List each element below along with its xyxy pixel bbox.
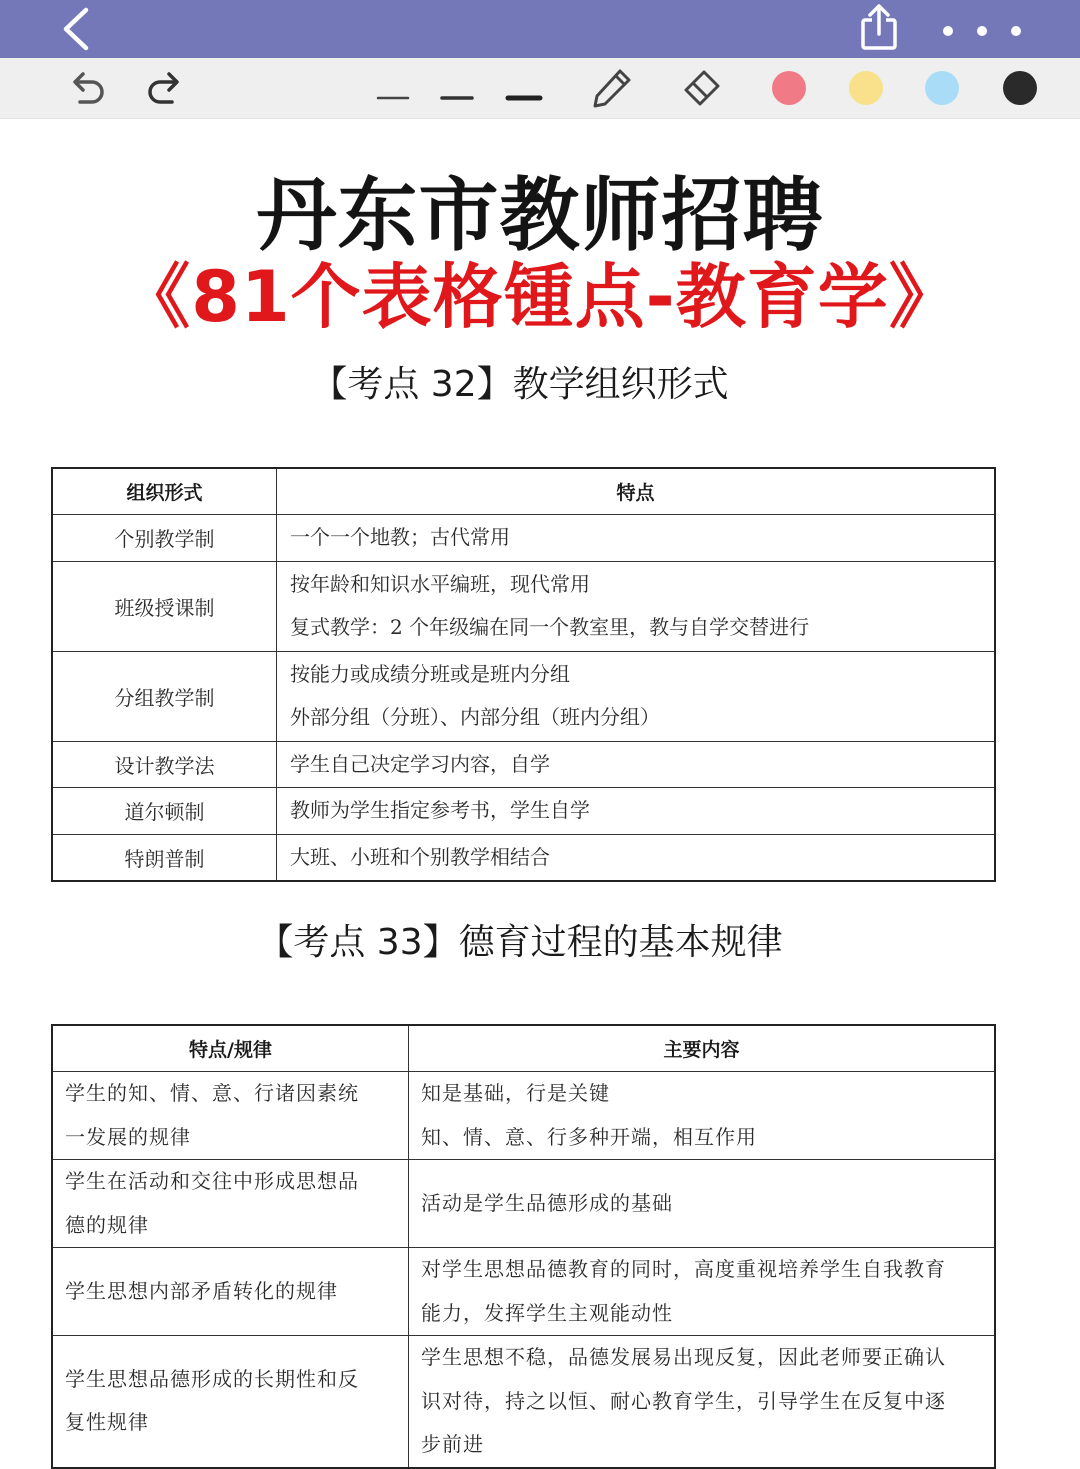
section-heading-33: 【考点 33】德育过程的基本规律 <box>257 922 783 963</box>
content-line: 能力，发挥学生主观能动性 <box>421 1300 673 1325</box>
org-form-cell: 特朗普制 <box>52 834 277 881</box>
thick-line-icon[interactable] <box>502 66 546 110</box>
rule-line: 学生在活动和交往中形成思想品 <box>65 1169 359 1193</box>
org-form-cell: 道尔顿制 <box>52 788 277 835</box>
table-header: 特点/规律 <box>52 1025 409 1072</box>
feature-cell <box>277 741 996 788</box>
table-header: 特点 <box>277 468 996 515</box>
feature-cell <box>277 834 996 881</box>
org-form-cell: 个别教学制 <box>52 515 277 562</box>
rule-cell <box>52 1336 409 1468</box>
table-row <box>52 788 995 835</box>
eraser-icon[interactable] <box>678 66 722 110</box>
table-row <box>52 1072 995 1160</box>
feature-line: 教师为学生指定参考书，学生自学 <box>290 798 590 822</box>
moral-education-table <box>51 1024 996 1469</box>
content-cell <box>409 1248 996 1336</box>
rule-cell <box>52 1072 409 1160</box>
rule-line: 学生思想品德形成的长期性和反 <box>65 1366 359 1391</box>
feature-line: 外部分组（分班）、内部分组（班内分组） <box>290 705 660 729</box>
feature-line: 按年龄和知识水平编班，现代常用 <box>290 571 590 596</box>
table-header: 组织形式 <box>52 468 277 515</box>
medium-line-icon[interactable] <box>436 66 480 110</box>
rule-line: 德的规律 <box>65 1212 149 1237</box>
table-row <box>52 834 995 881</box>
content-line: 步前进 <box>421 1432 484 1456</box>
annotation-toolbar <box>0 58 1080 119</box>
feature-line: 一个一个地教；古代常用 <box>290 525 510 549</box>
color-pink[interactable] <box>772 71 806 105</box>
table-row <box>52 651 995 741</box>
top-nav-bar <box>0 0 1080 58</box>
section-heading-32: 【考点 32】教学组织形式 <box>311 364 729 405</box>
content-line: 对学生思想品德教育的同时，高度重视培养学生自我教育 <box>421 1257 946 1281</box>
rule-cell <box>52 1160 409 1248</box>
content-line: 知、情、意、行多种开端，相互作用 <box>421 1124 757 1149</box>
thin-line-icon[interactable] <box>372 66 416 110</box>
content-line: 活动是学生品德形成的基础 <box>421 1190 673 1215</box>
rule-cell <box>52 1248 409 1336</box>
table-row <box>52 561 995 651</box>
content-line: 学生思想不稳，品德发展易出现反复，因此老师要正确认 <box>421 1345 946 1369</box>
doc-subtitle: 《81个表格锺点-教育学》 <box>120 256 960 338</box>
undo-icon[interactable] <box>66 66 110 110</box>
document-page <box>0 119 1080 1456</box>
content-cell <box>409 1336 996 1468</box>
table-row <box>52 515 995 562</box>
rule-line: 学生思想内部矛盾转化的规律 <box>65 1278 338 1303</box>
rule-line: 一发展的规律 <box>65 1124 191 1149</box>
share-icon[interactable] <box>856 2 902 54</box>
org-form-cell: 班级授课制 <box>52 561 277 651</box>
table-row <box>52 1160 995 1248</box>
teaching-organization-table <box>51 467 996 882</box>
feature-line: 学生自己决定学习内容，自学 <box>290 751 550 776</box>
color-yellow[interactable] <box>849 71 883 105</box>
doc-title: 丹东市教师招聘 <box>256 169 824 262</box>
more-icon[interactable] <box>930 14 1030 44</box>
table-header: 主要内容 <box>409 1025 996 1072</box>
org-form-cell: 设计教学法 <box>52 741 277 788</box>
feature-cell <box>277 561 996 651</box>
org-form-cell: 分组教学制 <box>52 651 277 741</box>
content-cell <box>409 1160 996 1248</box>
color-black[interactable] <box>1003 71 1037 105</box>
rule-line: 复性规律 <box>65 1410 149 1435</box>
back-arrow-icon[interactable] <box>56 6 96 52</box>
feature-cell <box>277 788 996 835</box>
rule-line: 学生的知、情、意、行诸因素统 <box>65 1081 359 1105</box>
table-row <box>52 741 995 788</box>
table-row <box>52 1336 995 1468</box>
redo-icon[interactable] <box>142 66 186 110</box>
feature-cell <box>277 515 996 562</box>
table-row <box>52 1248 995 1336</box>
content-line: 识对待，持之以恒、耐心教育学生，引导学生在反复中逐 <box>421 1388 946 1413</box>
pen-icon[interactable] <box>590 66 634 110</box>
feature-line: 按能力或成绩分班或是班内分组 <box>290 661 570 686</box>
feature-line: 大班、小班和个别教学相结合 <box>290 844 550 869</box>
feature-line: 复式教学：2 个年级编在同一个教室里，教与自学交替进行 <box>290 615 810 639</box>
feature-cell <box>277 651 996 741</box>
content-line: 知是基础，行是关键 <box>421 1081 610 1105</box>
content-cell <box>409 1072 996 1160</box>
color-light-blue[interactable] <box>925 71 959 105</box>
